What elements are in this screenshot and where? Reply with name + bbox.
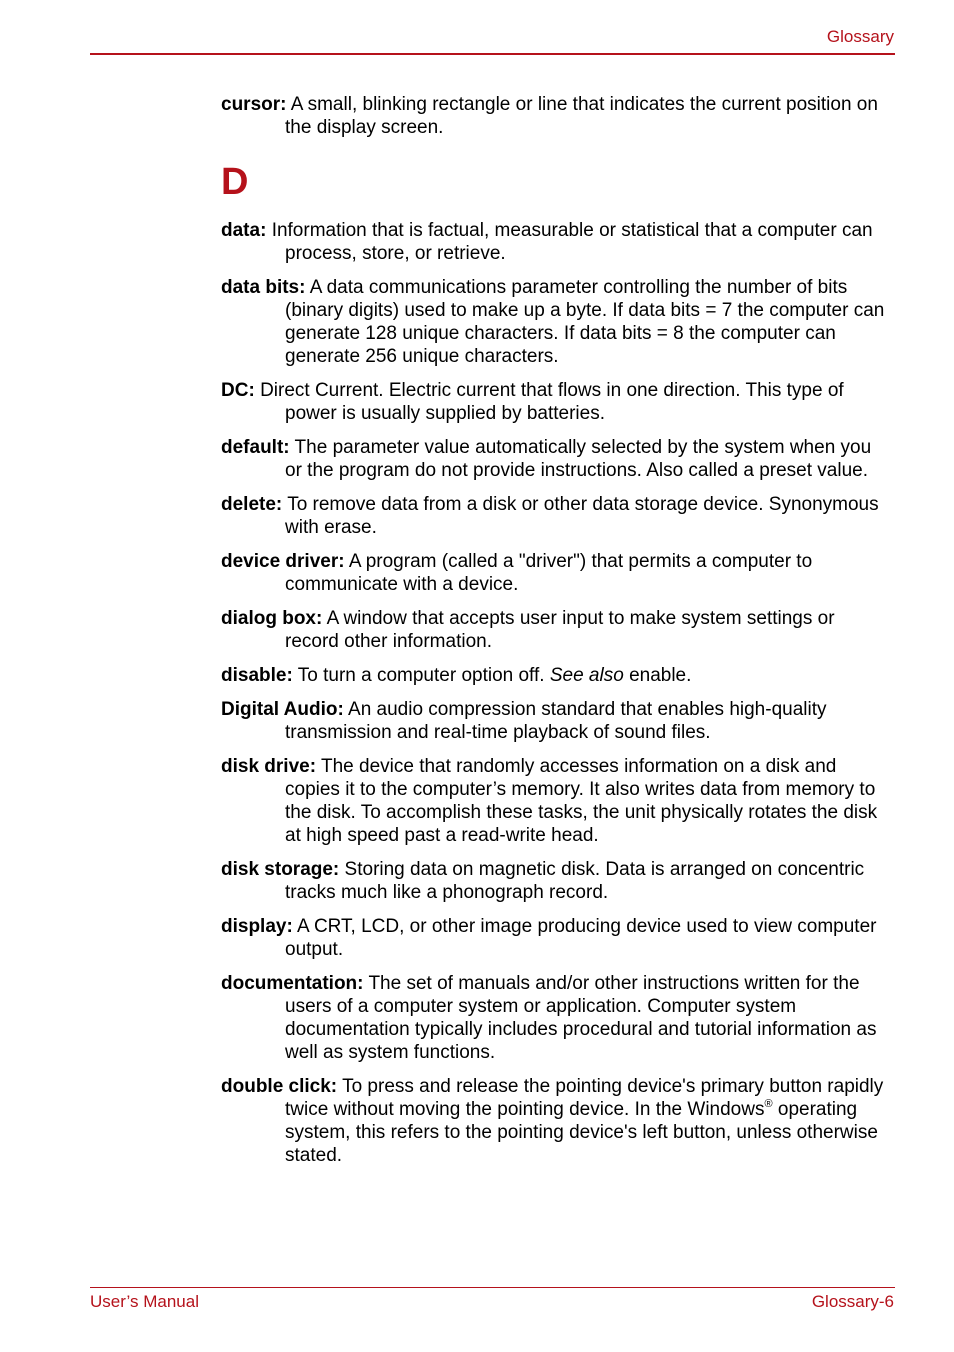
- glossary-entry: [221, 858, 893, 904]
- glossary-term: disable:: [221, 665, 293, 686]
- page-header-title: Glossary: [826, 27, 894, 46]
- footer-page-number: Glossary-6: [811, 1292, 894, 1311]
- glossary-entry: [221, 698, 893, 744]
- glossary-term: Digital Audio:: [221, 699, 344, 720]
- glossary-definition: A small, blinking rectangle or line that indicates the current position on the display screen.: [285, 94, 878, 138]
- glossary-term: data:: [221, 220, 267, 241]
- header-rule: [90, 53, 895, 55]
- footer-manual-title: User’s Manual: [90, 1292, 199, 1311]
- glossary-definition: Direct Current. Electric current that flows in one direction. This type of power is usually supplied by batteries.: [260, 380, 844, 424]
- see-also-target: enable.: [629, 665, 692, 686]
- glossary-entry: [221, 664, 893, 687]
- glossary-entry: [221, 219, 893, 265]
- glossary-definition: To press and release the pointing device's primary button rapidly twice without moving the pointing device. In the Windows: [285, 1076, 884, 1120]
- glossary-definition: To remove data from a disk or other data storage device. Synonymous with erase.: [285, 494, 879, 538]
- glossary-entry: [221, 276, 893, 368]
- glossary-definition: A program (called a "driver") that permits a computer to communicate with a device.: [285, 551, 813, 595]
- glossary-term: disk storage:: [221, 859, 340, 880]
- glossary-entry: [221, 755, 893, 847]
- glossary-definition: A data communications parameter controlling the number of bits (binary digits) used to make up a byte. If data bits = 7 the computer can generate 128 unique characters. If data bits = 8 the computer can generate 256 unique characters.: [285, 277, 885, 367]
- glossary-definition: A CRT, LCD, or other image producing device used to view computer output.: [285, 916, 877, 960]
- glossary-entry: [221, 607, 893, 653]
- glossary-term: cursor:: [221, 94, 287, 115]
- registered-mark: ®: [764, 1098, 773, 1110]
- glossary-term: DC:: [221, 380, 255, 401]
- glossary-definition: The set of manuals and/or other instructions written for the users of a computer system or application. Computer system documentation typically includes procedural and tutorial information as well as system functions.: [285, 973, 877, 1063]
- footer-rule: [90, 1287, 895, 1288]
- glossary-entry: [221, 493, 893, 539]
- glossary-definition: Storing data on magnetic disk. Data is arranged on concentric tracks much like a phonograph record.: [285, 859, 865, 903]
- glossary-term: default:: [221, 437, 290, 458]
- glossary-definition: Information that is factual, measurable or statistical that a computer can process, store, or retrieve.: [271, 220, 873, 264]
- glossary-definition: A window that accepts user input to make system settings or record other information.: [285, 608, 835, 652]
- glossary-definition: The parameter value automatically selected by the system when you or the program do not provide instructions. Also called a preset value.: [285, 437, 872, 481]
- glossary-content: [221, 93, 893, 1178]
- glossary-entry: [221, 1075, 893, 1167]
- glossary-definition: To turn a computer option off.: [297, 665, 545, 686]
- glossary-term: delete:: [221, 494, 283, 515]
- glossary-entry: [221, 550, 893, 596]
- glossary-term: dialog box:: [221, 608, 323, 629]
- see-also-label: See also: [549, 665, 624, 686]
- glossary-term: disk drive:: [221, 756, 317, 777]
- glossary-entry: [221, 915, 893, 961]
- glossary-entry: [221, 972, 893, 1064]
- glossary-term: double click:: [221, 1076, 338, 1097]
- glossary-term: data bits:: [221, 277, 306, 298]
- glossary-entry: [221, 379, 893, 425]
- glossary-term: documentation:: [221, 973, 364, 994]
- glossary-entry: [221, 436, 893, 482]
- glossary-definition: An audio compression standard that enables high-quality transmission and real-time playback of sound files.: [285, 699, 827, 743]
- glossary-definition-cont: operating system, this refers to the pointing device's left button, unless otherwise stated.: [285, 1099, 878, 1166]
- glossary-term: display:: [221, 916, 293, 937]
- glossary-entry: [221, 93, 893, 139]
- glossary-definition: The device that randomly accesses information on a disk and copies it to the computer’s memory. It also writes data from memory to the disk. To accomplish these tasks, the unit physically rotates the disk at high speed past a read-write head.: [285, 756, 878, 846]
- glossary-term: device driver:: [221, 551, 345, 572]
- section-letter: D: [221, 161, 249, 203]
